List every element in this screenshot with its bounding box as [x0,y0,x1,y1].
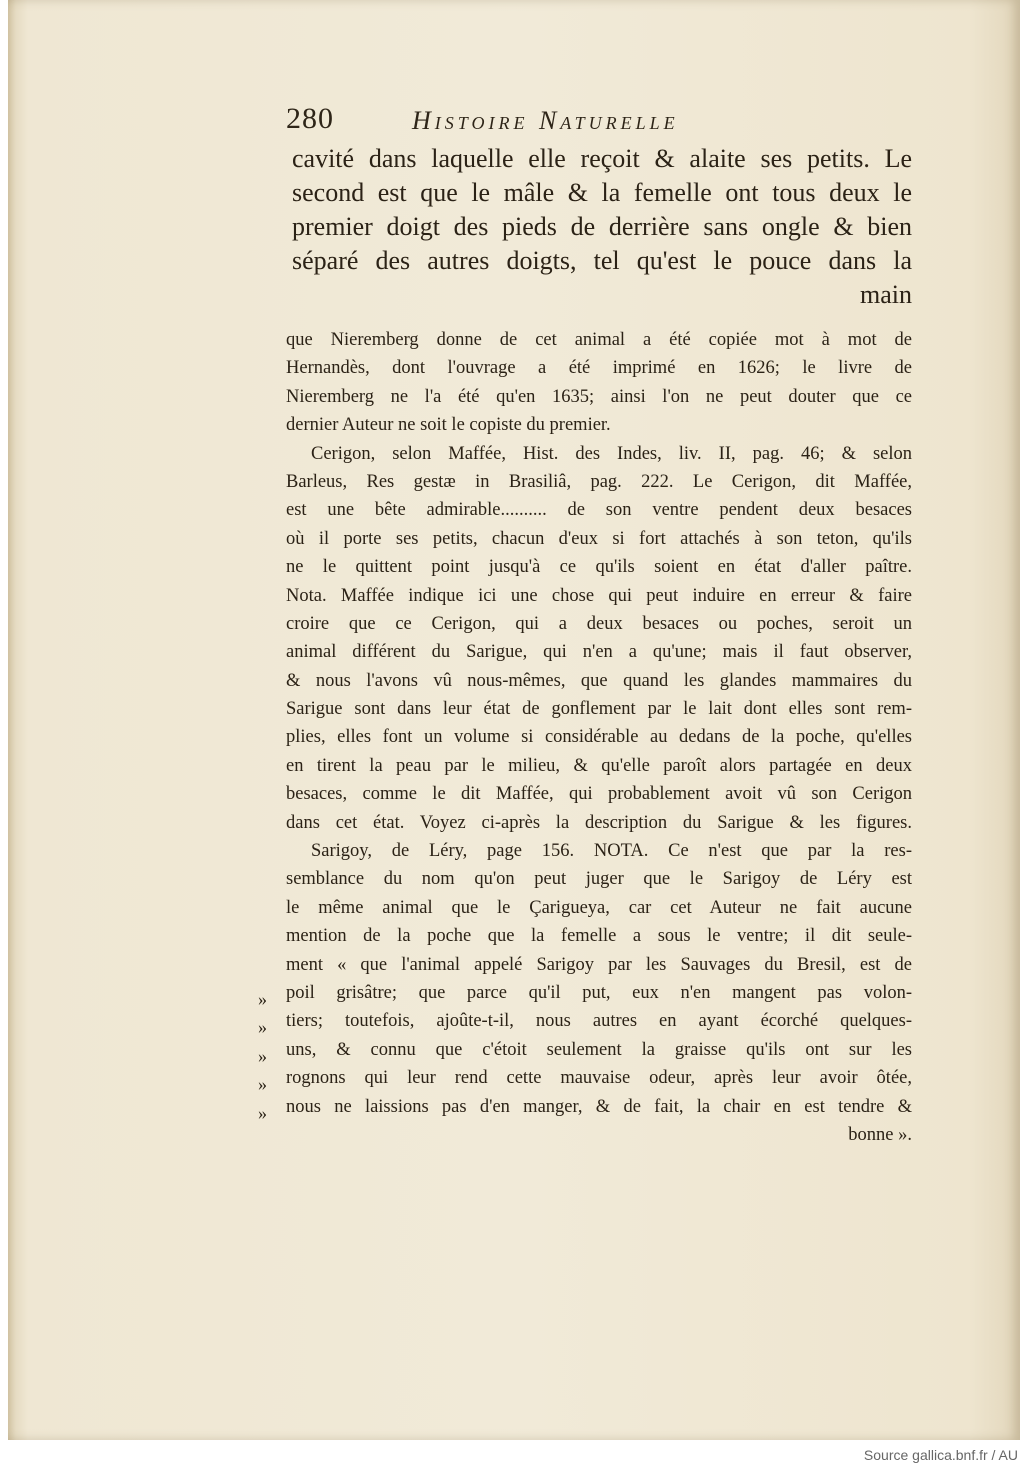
quotation-margin-marks [258,985,278,1127]
footnote-text [286,326,912,1149]
text-line: Cerigon, selon Maffée, Hist. des Indes, liv. II, pag. 46; & selon [311,443,912,464]
text-line: Sarigue sont dans leur état de gonflement par le lait dont elles sont rem- [286,699,912,720]
text-line: dernier Auteur ne soit le copiste du premier. [286,415,611,436]
text-line: semblance du nom qu'on peut juger que le Sarigoy de Léry est [286,869,912,890]
large-text-line: second est que le mâle & la femelle ont tous deux le [292,178,912,207]
large-text-line: premier doigt des pieds de derrière sans ongle & bien [292,212,912,241]
text-line: tiers; toutefois, ajoûte-t-il, nous autres en ayant écorché quelques- [286,1011,912,1032]
text-line: ne le quittent point jusqu'à ce qu'ils soient en état d'aller paître. [286,557,912,578]
text-line: Sarigoy, de Léry, page 156. NOTA. Ce n'est que par la res- [311,841,912,862]
text-line: & nous l'avons vû nous-mêmes, que quand les glandes mammaires du [286,670,912,691]
quote-mark: » [258,1102,267,1123]
text-line: poil grisâtre; que parce qu'il put, eux n'en mangent pas volon- [286,982,912,1003]
text-line: mention de la poche que la femelle a sous le ventre; il dit seule- [286,926,912,947]
text-line: rognons qui leur rend cette mauvaise odeur, après leur avoir ôtée, [286,1068,912,1089]
text-line: est une bête admirable.......... de son ventre pendent deux besaces [286,500,912,521]
page-header [286,100,826,140]
text-line: dans cet état. Voyez ci-après la description du Sarigue & les figures. [286,812,912,833]
quote-mark: » [258,1045,267,1066]
text-line: ment « que l'animal appelé Sarigoy par les Sauvages du Bresil, est de [286,954,912,975]
running-title: Histoire Naturelle [412,106,679,135]
large-print-text [292,142,912,312]
text-line: en tirent la peau par le milieu, & qu'elle paroît alors partagée en deux [286,755,912,776]
source-credit: Source gallica.bnf.fr / AU [863,1447,1018,1463]
text-line: le même animal que le Çarigueya, car cet Auteur ne fait aucune [286,897,912,918]
quote-mark: » [258,1017,267,1038]
page-number: 280 [286,102,334,135]
quote-mark: » [258,1074,267,1095]
text-line: où il porte ses petits, chacun d'eux si fort attachés à son teton, qu'ils [286,528,912,549]
text-line: croire que ce Cerigon, qui a deux besaces ou poches, seroit un [286,613,912,634]
text-line: animal différent du Sarigue, qui n'en a qu'une; mais il faut observer, [286,642,912,663]
text-line: Barleus, Res gestæ in Brasiliâ, pag. 222. Le Cerigon, dit Maffée, [286,471,912,492]
text-line: que Nieremberg donne de cet animal a été copiée mot à mot de [286,330,912,350]
text-line: uns, & connu que c'étoit seulement la graisse qu'ils ont sur les [286,1039,912,1060]
large-text-line: cavité dans laquelle elle reçoit & alaite ses petits. Le [292,144,912,173]
text-line: plies, elles font un volume si considérable au dedans de la poche, qu'elles [286,727,912,748]
text-line: Nota. Maffée indique ici une chose qui peut induire en erreur & faire [286,585,912,606]
text-line: nous ne laissions pas d'en manger, & de fait, la chair en est tendre & [286,1096,912,1117]
text-line: bonne ». [848,1124,912,1145]
large-text-line: séparé des autres doigts, tel qu'est le pouce dans la [292,246,912,275]
catchword: main [860,280,912,309]
text-line: Nieremberg ne l'a été qu'en 1635; ainsi l'on ne peut douter que ce [286,386,912,407]
quote-mark: » [258,989,267,1009]
text-line: besaces, comme le dit Maffée, qui probablement avoit vû son Cerigon [286,784,912,805]
text-line: Hernandès, dont l'ouvrage a été imprimé en 1626; le livre de [286,358,912,379]
